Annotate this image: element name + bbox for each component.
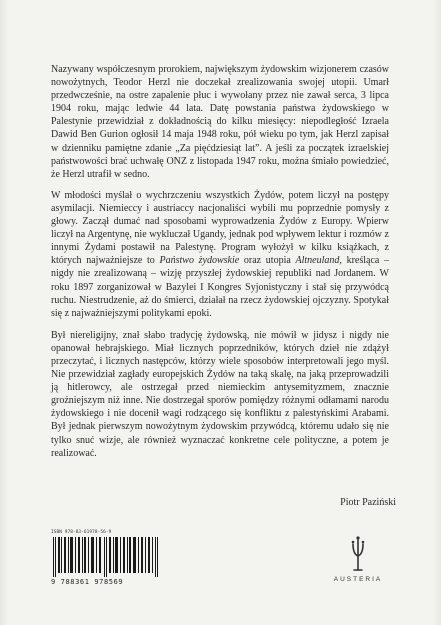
book-title-panstwo-zydowskie: Państwo żydowskie (159, 255, 240, 267)
paragraph-3: Był niereligijny, znał słabo tradycję żydowską, nie mówił w jidysz i nigdy nie opanował hebrajskiego. Miał licznych poprzedników, których dzieł nie zdążył przeczytać, i licznych następców, którzy wiele sposobów interpretowali jego myśl. Nie przewidział zagłady europejskich Żydów na taką skalę, na jaką przeprowadzili ją hitlerowcy, ale ostrzegał przed niemieckim antysemityzmem, znacznie groźniejszym niż inne. Nie dostrzegał sporów pomiędzy różnymi odłamami narodu żydowskiego i nie docenił wagi rodzącego się konfliktu z palestyńskimi Arabami. Był jednak pierwszym nowożytnym żydowskim przywódcą, któremu udało się nie tylko snuć wizje, ale również wyznaczać konkretne cele polityczne, a potem je realizować. (51, 329, 389, 459)
barcode-digits: 9 788361 978569 (51, 578, 124, 586)
publisher-logo (328, 534, 388, 594)
paragraph-2-part-c: , kreśląca – nigdy nie zrealizowaną – wizję przyszłej żydowskiej republiki nad Jordanem. W roku 1897 zorganizował w Bazylei I Kongres Syjonistyczny i stał się przywódcą ruchu. Niestrudzenie, aż do śmierci, działał na rzecz żydowskiej ojczyzny. Spotykał się z najważniejszymi politykami epoki. (51, 255, 390, 319)
paragraph-2-part-a: W młodości myślał o wychrzczeniu wszystkich Żydów, potem liczył na postępy asymilacji. Niemieccy i austriaccy nacjonaliści wybili mu poprzednie pomysły z głowy. Zaczął dumać nad sposobami wyprowadzenia Żydów z Europy. Wpierw liczył na Argentynę, nie wykluczał Ugandy, jednak pod wpływem lektur i rozmów z innymi Żydami postawił na Palestynę. Program wyłożył w kilku książkach, z których najważniejsze to (51, 189, 389, 267)
blurb-text (51, 63, 389, 469)
barcode-block (51, 530, 169, 592)
barcode-icon (51, 537, 161, 577)
menorah-icon (347, 534, 369, 574)
paragraph-1: Nazywany współczesnym prorokiem, największym żydowskim wizjonerem czasów nowożytnych, Teodor Herzl nie doczekał zrealizowania swojej utopii. Umarł przedwcześnie, na ostre zapalenie płuc i wywołany przez nie zawał serca, 3 lipca 1904 roku, mając ledwie 44 lata. Datę powstania państwa żydowskiego w Palestynie przewidział z dokładnością do kilku miesięcy: niepodległość Izraela Dawid Ben Gurion ogłosił 14 maja 1948 roku, pół wieku po tym, jak Herzl zapisał w dzienniku pamiętne zdanie „Za pięćdziesiąt lat”. A jeśli za początek izraelskiej państwowości brać uchwałę ONZ z listopada 1947 roku, można śmiało powiedzieć, że Herzl utrafił w sedno. (51, 64, 389, 180)
paragraph-2-part-b: oraz utopia (243, 255, 291, 267)
paragraph-2 (51, 189, 389, 320)
book-title-altneuland: Altneuland (295, 255, 340, 267)
isbn-label: ISBN 978-83-61978-56-9 (51, 530, 112, 535)
publisher-name: AUSTERIA (333, 576, 383, 583)
author-signature: Piotr Paziński (340, 497, 396, 508)
